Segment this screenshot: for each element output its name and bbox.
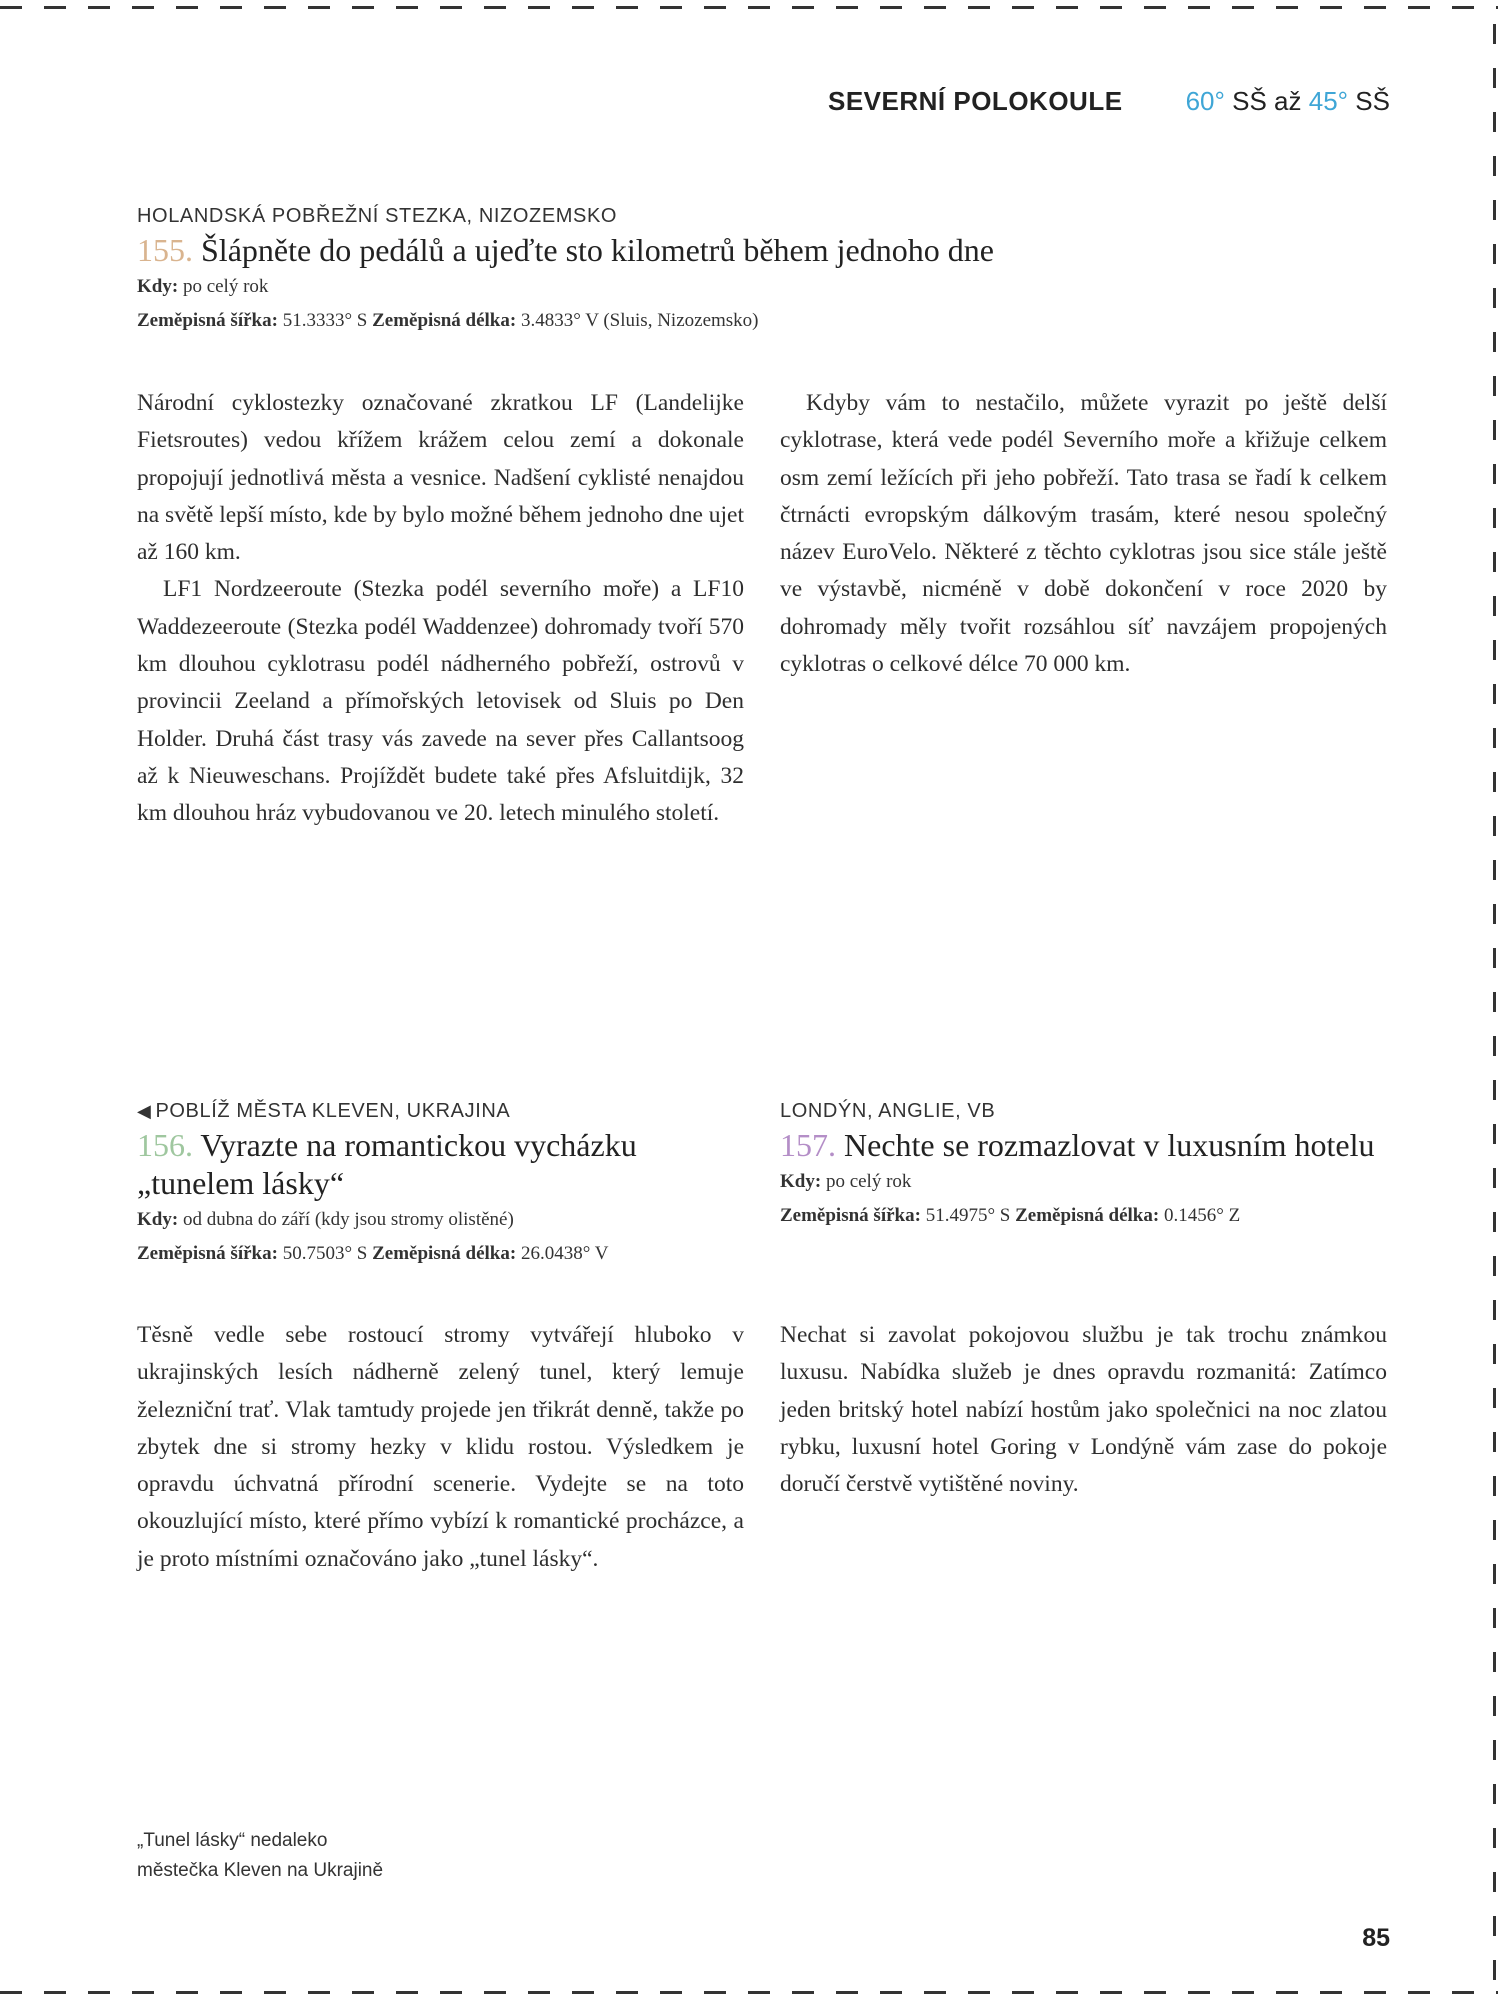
entry-location: LONDÝN, ANGLIE, VB [780, 1100, 996, 1122]
entry-157-heading [780, 1098, 1390, 1228]
entry-location: ◀ POBLÍŽ MĚSTA KLEVEN, UKRAJINA [137, 1100, 511, 1122]
photo-caption [137, 1826, 457, 1886]
caption-line: „Tunel lásky“ nedaleko [137, 1830, 328, 1851]
crop-marks-top [0, 6, 1498, 9]
paragraph: Nechat si zavolat pokojovou službu je tak trochu známkou luxusu. Nabídka služeb je dnes opravdu rozmanitá: Zatímco jeden britský hotel nabízí hostům jako společnici na noc zlatou rybku, luxusní hotel Goring v Londýně vám zase do pokoje doručí čerstvě vytištěné noviny. [780, 1322, 1387, 1498]
page-number: 85 [1362, 1924, 1390, 1952]
section-title: SEVERNÍ POLOKOULE [828, 86, 1123, 116]
latitude-end: SŠ [1348, 86, 1390, 116]
paragraph: Těsně vedle sebe rostoucí stromy vytvářejí hluboko v ukrajinských lesích nádherně zelený tunel, který lemuje železniční trať. Vlak tamtudy projede jen třikrát denně, takže po zbytek dne si stromy hezky v klidu rostou. Výsledkem je opravdu úchvatná přírodní scenerie. Vydejte se na toto okouzlující místo, které přímo vybízí k romantické procházce, a je proto místními označováno jako „tunel lásky“. [137, 1322, 744, 1572]
entry-156-body [137, 1317, 744, 1578]
entry-title [137, 231, 1337, 269]
crop-marks-right [1493, 0, 1496, 2000]
entry-155-column-left [137, 385, 744, 833]
entry-title [137, 1126, 747, 1202]
entry-title-text: Šlápněte do pedálů a ujeďte sto kilometrů během jednoho dne [201, 232, 994, 268]
entry-title-text: Nechte se rozmazlovat v luxusním hotelu [844, 1127, 1375, 1163]
latitude-to: 45° [1308, 86, 1349, 116]
paragraph: LF1 Nordzeeroute (Stezka podél severního moře) a LF10 Waddezeeroute (Stezka podél Waddenzee) dohromady tvoří 570 km dlouhou cyklotrasu podél nádherného pobřeží, ostrovů v provincii Zeeland a přímořských letovisek od Sluis po Den Holder. Druhá část trasy vás zavede na sever přes Callantsoog až k Nieuweschans. Projíždět budete také přes Afsluitdijk, 32 km dlouhou hráz vybudovanou ve 20. letech minulého století. [137, 576, 744, 827]
running-header [760, 86, 1390, 117]
entry-number: 156. [137, 1127, 193, 1163]
latitude-range [1186, 86, 1390, 117]
crop-marks-bottom [0, 1991, 1498, 1994]
entry-coordinates: Zeměpisná šířka: 51.3333° S Zeměpisná délka: 3.4833° V (Sluis, Nizozemsko) [137, 310, 759, 331]
arrow-left-icon: ◀ [137, 1101, 152, 1121]
entry-155-column-right [780, 385, 1387, 683]
latitude-separator: SŠ až [1224, 86, 1309, 116]
entry-156-heading [137, 1098, 747, 1266]
entry-title-text: Vyrazte na romantickou vycházku „tunelem lásky“ [137, 1127, 637, 1201]
entry-coordinates: Zeměpisná šířka: 51.4975° S Zeměpisná délka: 0.1456° Z [780, 1205, 1241, 1226]
entry-when: Kdy: od dubna do září (kdy jsou stromy olistěné) [137, 1209, 514, 1230]
latitude-from: 60° [1185, 86, 1225, 116]
entry-location: HOLANDSKÁ POBŘEŽNÍ STEZKA, NIZOZEMSKO [137, 205, 618, 227]
entry-number: 155. [137, 232, 193, 268]
caption-line: městečka Kleven na Ukrajině [137, 1860, 384, 1881]
paragraph: Národní cyklostezky označované zkratkou LF (Landelijke Fietsroutes) vedou křížem krážem celou zemí a dokonale propojují jednotlivá města a vesnice. Nadšení cyklisté nenajdou na světě lepší místo, kde by bylo možné během jednoho dne ujet až 160 km. [137, 390, 744, 566]
entry-157-body [780, 1317, 1387, 1503]
paragraph: Kdyby vám to nestačilo, můžete vyrazit po ještě delší cyklotrase, která vede podél Severního moře a křižuje celkem osm zemí ležících při jeho pobřeží. Tato trasa se řadí k celkem čtrnácti evropským dálkovým trasám, které nesou společný název EuroVelo. Některé z těchto cyklotras jsou sice stále ještě ve výstavbě, nicméně v době dokončení v roce 2020 by dohromady měly tvořit rozsáhlou síť navzájem propojených cyklotras o celkové délce 70 000 km. [780, 390, 1387, 678]
entry-155-heading [137, 203, 1337, 333]
entry-when: Kdy: po celý rok [137, 276, 269, 297]
entry-when: Kdy: po celý rok [780, 1171, 912, 1192]
entry-number: 157. [780, 1127, 836, 1163]
entry-coordinates: Zeměpisná šířka: 50.7503° S Zeměpisná délka: 26.0438° V [137, 1243, 609, 1264]
entry-title [780, 1126, 1390, 1164]
